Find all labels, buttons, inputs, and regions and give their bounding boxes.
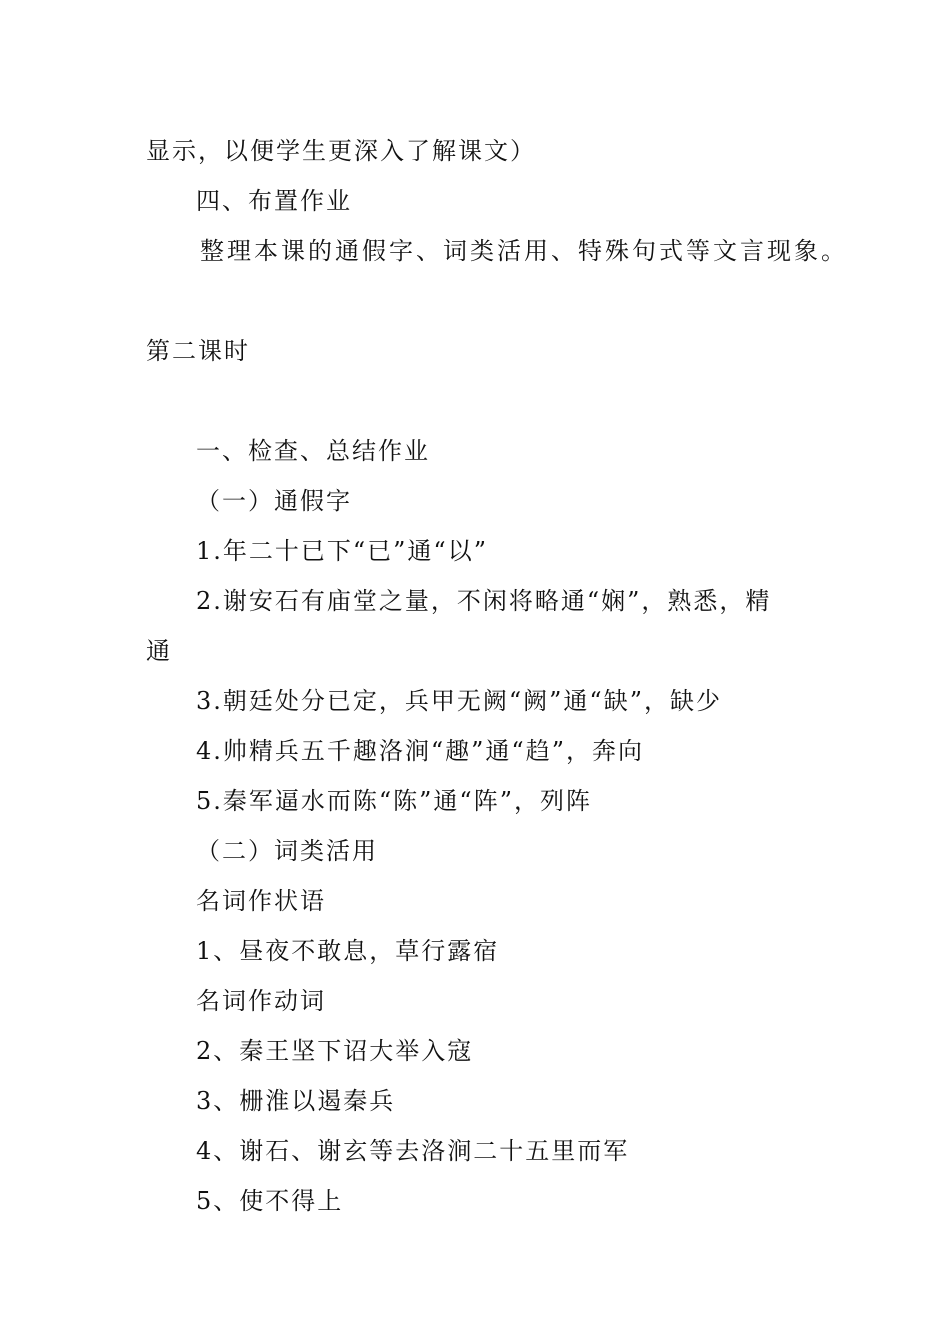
subheading-word-class-usage: （二）词类活用 — [196, 837, 378, 865]
list-item: 1.年二十已下“已”通“以” — [196, 537, 488, 565]
list-item: 3.朝廷处分已定，兵甲无阙“阙”通“缺”，缺少 — [196, 687, 722, 715]
subheading-interchangeable-chars: （一）通假字 — [196, 487, 352, 515]
homework-description: 整理本课的通假字、词类活用、特殊句式等文言现象。 — [200, 237, 848, 265]
list-item: 5、使不得上 — [196, 1187, 344, 1215]
list-item: 1、昼夜不敢息，草行露宿 — [196, 937, 500, 965]
heading-check-homework: 一、检查、总结作业 — [196, 437, 430, 465]
list-item: 2.谢安石有庙堂之量，不闲将略通“娴”，熟悉，精 — [196, 587, 772, 615]
section-title-second-lesson: 第二课时 — [146, 337, 250, 365]
list-item: 3、栅淮以遏秦兵 — [196, 1087, 396, 1115]
list-item: 2、秦王坚下诏大举入寇 — [196, 1037, 474, 1065]
category-label-noun-as-verb: 名词作动词 — [196, 987, 326, 1015]
list-item-continuation: 通 — [146, 637, 172, 665]
text-line-continuation: 显示，以便学生更深入了解课文） — [146, 137, 536, 165]
category-label-noun-as-adverbial: 名词作状语 — [196, 887, 326, 915]
list-item: 5.秦军逼水而陈“陈”通“阵”，列阵 — [196, 787, 592, 815]
list-item: 4.帅精兵五千趣洛涧“趣”通“趋”，奔向 — [196, 737, 644, 765]
heading-assign-homework: 四、布置作业 — [196, 187, 352, 215]
list-item: 4、谢石、谢玄等去洛涧二十五里而军 — [196, 1137, 630, 1165]
